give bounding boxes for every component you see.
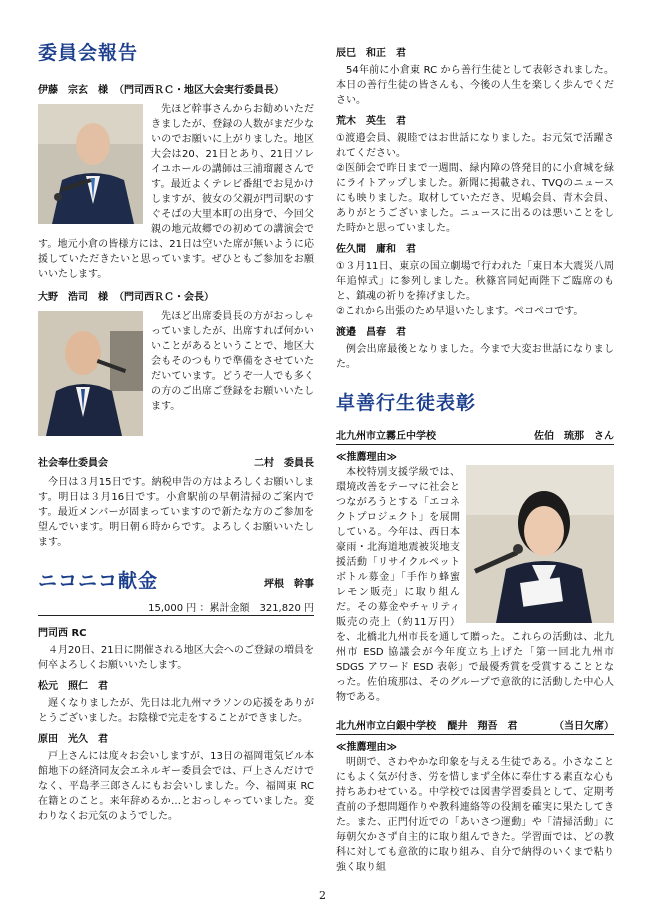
speaker1-heading [38, 81, 314, 96]
student2-reason-label: ≪推薦理由≫ [336, 742, 397, 753]
committee-report-title: 委員会報告 [38, 42, 139, 64]
award-title: 卓善行生徒表彰 [336, 392, 477, 414]
nico-entry-line: ②これから出張のため早退いたします。ペコペコです。 [336, 306, 584, 317]
right-column [336, 44, 614, 875]
service-committee-text: 今日は３月15日です。納税申告の方はよろしくお願いします。明日は３月16日です。小倉駅前の早朝清掃のご案内です。最近メンバーが固まっていますので新たな方のご参加を望んでいます。明日朝６時からです。よろしくお願いいたします。 [38, 477, 314, 548]
student1-school: 北九州市立霧丘中学校 [336, 431, 436, 442]
left-column [38, 38, 314, 824]
page-number: 2 [319, 889, 326, 902]
nico-entry-name: 渡邉 昌春 君 [336, 327, 406, 338]
speaker2-heading [38, 288, 314, 303]
nico-cumulative: ：累計金額 321,820 円 [199, 603, 314, 614]
nico-person: 坪根 幹事 [264, 579, 314, 590]
speaker1-name: 伊藤 宗玄 様 [38, 85, 108, 96]
nico-entry-name: 松元 照仁 君 [38, 681, 108, 692]
speaker2-role: （門司西ＲＣ・会長） [114, 292, 214, 303]
nico-entry-line: ①３月11日、東京の国立劇場で行われた「東日本大震災八周年追悼式」に参列しました。秋篠宮同妃両陛下ご臨席のもと、鎮魂の祈りを捧げました。 [336, 261, 614, 302]
student2-absent-note: （当日欠席） [554, 721, 614, 732]
nico-heading [38, 566, 314, 593]
speaker1-photo [38, 104, 143, 224]
speaker1-text: 先ほど幹事さんからお勧めいただきましたが、登録の人数がまだ少ないのでお願いに上がりました。地区大会は20、21日とあり、21日ソレイユホールの講師は三浦瑠麗さんです。最近よくテレビ番組でお見かけしますが、彼女の父親が門司駅のすぐそばの大里本町の出身で、今回父親の地元故郷での初めての講演会です。地元小倉の皆様方には、21日は空いた席が無いように応援していただきたいと思っています。ぜひともご参加をお願いいたします。 [38, 104, 314, 280]
nico-entry-text: 戸上さんには度々お会いしますが、13日の福岡電気ビル本館地下の経済同友会エネルギー委員会では、戸上さんだけでなく、平島孝三郎さんにもお会いしました。今、福岡東 RC 在籍とのこと。来年辞めるか…とおっしゃっていました。変わりなくお元気のようでした。 [38, 751, 314, 822]
student1-text: 本校特別支援学級では、環境改善をテーマに社会とつながろうとする「エコネクトプロジェクト」を展開している。今年は、西日本豪雨・北海道地震被災地支援活動「リサイクルペットボトル募金」「手作り蜂蜜レモン販売」に取り組んだ。その募金やチャリティ販売の売上（約11万円）を、北橋北九州市長を通して贈った。これらの活動は、北九州市 ESD 協議会が今年度立ち上げた「第一回北九州市 SDGS アワード ESD 表彰」で最優秀賞を受賞することとなった。佐伯琉那は、そのグループで意欲的に活動した中心人物である。 [336, 467, 614, 703]
nico-entry-text: 遅くなりましたが、先日は北九州マラソンの応援をありがとうございました。お陰様で完走をすることができました。 [38, 698, 314, 724]
student2-name: 醍井 翔吾 君 [447, 721, 518, 732]
student2-heading [336, 717, 614, 735]
nico-entry-line: ②医師会で昨日まで一週間、緑内障の啓発目的に小倉城を緑にライトアップしました。新聞に掲載され、TVQのニュースにも映りました。取材していただき、児嶋会員、青木会員、ありがとうございました。ニュースに出るのは悪いことをした時かと思っていました。 [336, 163, 614, 234]
nico-entry-text: 54年前に小倉東 RC から善行生徒として表彰されました。本日の善行生徒の皆さんも、今後の人生を楽しく歩んでください。 [336, 65, 614, 106]
service-committee-person: 二村 委員長 [254, 458, 314, 469]
speaker2-name: 大野 浩司 様 [38, 292, 108, 303]
speaker1-role: （門司西ＲＣ・地区大会実行委員長） [114, 85, 284, 96]
nico-entry-name: 辰巳 和正 君 [336, 48, 406, 59]
nico-entry-line: ①渡邉会員、親睦ではお世話になりました。お元気で活躍されてください。 [336, 133, 614, 159]
student2-text: 明朗で、さわやかな印象を与える生徒である。小さなことにもよく気が付き、労を惜しまず全体に奉仕する素直な心も持ちあわせている。中学校では図書学習委員として、定期考査前の予想問題作りや教科連絡等の役割を確実に果たしてきた。また、正門付近での「あいさつ運動」や「清掃活動」に毎朝欠かさず自主的に取り組んできた。学習面では、どの教科に対しても意欲的に取り組み、自分で納得のいくまで粘り強く取り組 [336, 757, 614, 873]
student1-photo [466, 465, 614, 623]
nico-amount: 15,000 円 [148, 603, 197, 614]
nico-entry-name: 原田 光久 君 [38, 734, 108, 745]
student1-heading [336, 427, 614, 445]
student2-school: 北九州市立白銀中学校 [336, 721, 436, 732]
speaker2-text: 先ほど出席委員長の方がおっしゃっていましたが、出席すれば何かいいことがあるということで、地区大会もそのつもりで準備をさせていただいています。どうぞ一人でも多くの方のご出席ご登録をお願いいたします。 [151, 311, 314, 412]
nico-entry-name: 荒木 英生 君 [336, 116, 406, 127]
nico-title: ニコニコ献金 [38, 570, 159, 592]
nico-entry-text: ４月20日、21日に開催される地区大会へのご登録の増員を何卒よろしくお願いいたします。 [38, 645, 314, 671]
service-committee-title: 社会奉仕委員会 [38, 458, 108, 469]
nico-entry-name: 門司西 RC [38, 628, 87, 639]
student1-name: 佐伯 琉那 さん [534, 431, 614, 442]
nico-entry-name: 佐久間 庸和 君 [336, 244, 416, 255]
speaker2-photo [38, 311, 143, 436]
service-committee-heading [38, 454, 314, 469]
student1-reason-label: ≪推薦理由≫ [336, 452, 397, 463]
nico-entry-text: 例会出席最後となりました。今まで大変お世話になりました。 [336, 344, 614, 370]
nico-amount-line [38, 599, 314, 616]
